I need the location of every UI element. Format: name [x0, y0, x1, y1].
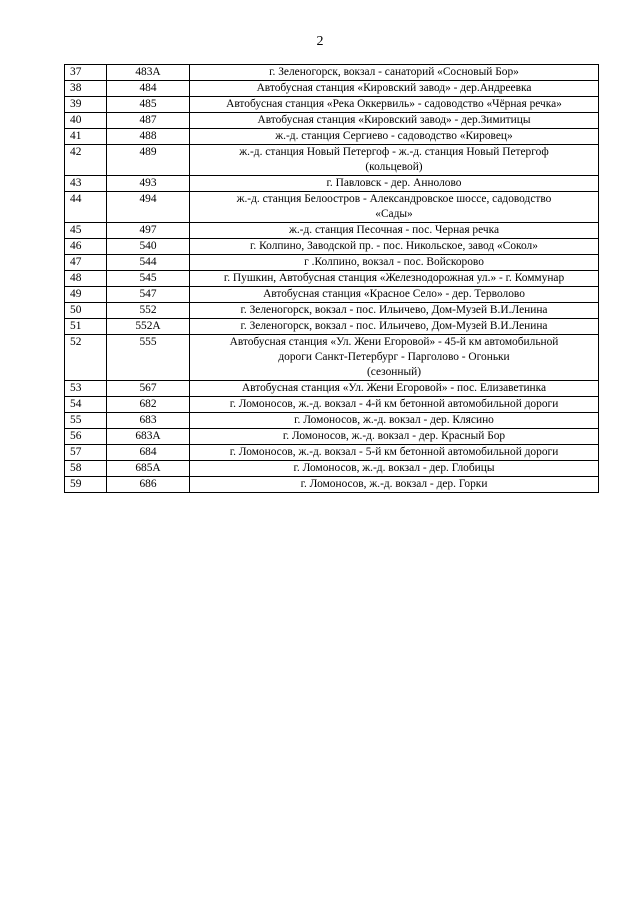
route-number-cell: 494 [107, 192, 190, 223]
route-path-cell [190, 255, 599, 271]
route-number-cell: 547 [107, 287, 190, 303]
table-row [65, 445, 599, 461]
route-path-cell [190, 335, 599, 381]
table-row [65, 223, 599, 239]
route-path-cell [190, 97, 599, 113]
row-number-cell: 54 [65, 397, 107, 413]
route-path-cell [190, 239, 599, 255]
route-path-cell [190, 445, 599, 461]
route-path-line: Автобусная станция «Ул. Жени Егоровой» - пос. Елизаветинка [241, 382, 547, 394]
route-path-cell [190, 223, 599, 239]
route-path-line: г. Колпино, Заводской пр. - пос. Никольское, завод «Сокол» [250, 240, 538, 252]
route-path-line: г. Ломоносов, ж.-д. вокзал - дер. Красный Бор [282, 430, 506, 442]
route-path-cell [190, 477, 599, 493]
route-path-line: г. Ломоносов, ж.-д. вокзал - дер. Глобицы [293, 462, 495, 474]
route-path-line: (кольцевой) [365, 161, 423, 173]
route-path-line: «Сады» [375, 208, 413, 220]
route-path-line: г. Зеленогорск, вокзал - пос. Ильичево, Дом-Музей В.И.Ленина [240, 304, 548, 316]
route-path-line: ж.-д. станция Белоостров - Александровское шоссе, садоводство [236, 193, 552, 205]
route-number-cell: 488 [107, 129, 190, 145]
route-path-line: ж.-д. станция Новый Петергоф - ж.-д. станция Новый Петергоф [239, 146, 549, 158]
route-path-cell [190, 287, 599, 303]
table-row [65, 287, 599, 303]
route-number-cell: 497 [107, 223, 190, 239]
route-path-cell [190, 192, 599, 223]
route-path-line: Автобусная станция «Красное Село» - дер. Терволово [263, 288, 525, 300]
table-row [65, 145, 599, 176]
route-number-cell: 489 [107, 145, 190, 176]
table-row [65, 303, 599, 319]
route-number-cell: 540 [107, 239, 190, 255]
route-path-line: г. Ломоносов, ж.-д. вокзал - 4-й км бетонной автомобильной дороги [229, 398, 559, 410]
route-path-cell [190, 129, 599, 145]
route-path-cell [190, 381, 599, 397]
row-number-cell: 40 [65, 113, 107, 129]
route-number-cell: 555 [107, 335, 190, 381]
row-number-cell: 39 [65, 97, 107, 113]
table-row [65, 81, 599, 97]
route-number-cell: 485 [107, 97, 190, 113]
route-path-line: г. Ломоносов, ж.-д. вокзал - 5-й км бетонной автомобильной дороги [229, 446, 559, 458]
table-row [65, 129, 599, 145]
table-row [65, 429, 599, 445]
route-path-cell [190, 65, 599, 81]
table-row [65, 335, 599, 381]
route-path-cell [190, 397, 599, 413]
row-number-cell: 41 [65, 129, 107, 145]
table-row [65, 239, 599, 255]
route-path-cell [190, 429, 599, 445]
route-number-cell: 484 [107, 81, 190, 97]
row-number-cell: 52 [65, 335, 107, 381]
route-number-cell: 683 [107, 413, 190, 429]
route-path-line: (сезонный) [366, 366, 422, 378]
row-number-cell: 57 [65, 445, 107, 461]
table-row [65, 477, 599, 493]
row-number-cell: 45 [65, 223, 107, 239]
route-path-cell [190, 461, 599, 477]
route-path-cell [190, 81, 599, 97]
route-path-cell [190, 113, 599, 129]
route-path-cell [190, 176, 599, 192]
table-row [65, 381, 599, 397]
table-row [65, 397, 599, 413]
route-path-line: г .Колпино, вокзал - пос. Войскорово [304, 256, 484, 268]
row-number-cell: 43 [65, 176, 107, 192]
table-row [65, 176, 599, 192]
route-number-cell: 552А [107, 319, 190, 335]
route-path-line: дороги Санкт-Петербург - Парголово - Огоньки [278, 351, 510, 363]
table-row [65, 192, 599, 223]
row-number-cell: 42 [65, 145, 107, 176]
route-path-line: Автобусная станция «Река Оккервиль» - садоводство «Чёрная речка» [226, 98, 562, 110]
route-path-line: Автобусная станция «Кировский завод» - дер.Андреевка [256, 82, 532, 94]
route-path-line: Автобусная станция «Ул. Жени Егоровой» - 45-й км автомобильной [229, 336, 559, 348]
row-number-cell: 47 [65, 255, 107, 271]
route-number-cell: 682 [107, 397, 190, 413]
row-number-cell: 59 [65, 477, 107, 493]
route-path-cell [190, 413, 599, 429]
table-row [65, 97, 599, 113]
table-row [65, 461, 599, 477]
route-number-cell: 483А [107, 65, 190, 81]
route-number-cell: 686 [107, 477, 190, 493]
route-path-line: г. Ломоносов, ж.-д. вокзал - дер. Клясино [294, 414, 494, 426]
row-number-cell: 55 [65, 413, 107, 429]
row-number-cell: 53 [65, 381, 107, 397]
row-number-cell: 49 [65, 287, 107, 303]
routes-table-body [65, 65, 599, 493]
row-number-cell: 48 [65, 271, 107, 287]
route-number-cell: 567 [107, 381, 190, 397]
route-path-line: ж.-д. станция Сергиево - садоводство «Кировец» [275, 130, 513, 142]
table-row [65, 113, 599, 129]
table-row [65, 255, 599, 271]
route-number-cell: 493 [107, 176, 190, 192]
row-number-cell: 46 [65, 239, 107, 255]
row-number-cell: 56 [65, 429, 107, 445]
route-number-cell: 684 [107, 445, 190, 461]
routes-table [64, 64, 599, 493]
page-number: 2 [316, 34, 324, 49]
route-path-line: г. Зеленогорск, вокзал - пос. Ильичево, Дом-Музей В.И.Ленина [240, 320, 548, 332]
table-row [65, 413, 599, 429]
route-path-cell [190, 319, 599, 335]
route-path-cell [190, 271, 599, 287]
route-path-line: г. Ломоносов, ж.-д. вокзал - дер. Горки [300, 478, 488, 490]
route-path-line: г. Пушкин, Автобусная станция «Железнодорожная ул.» - г. Коммунар [223, 272, 565, 284]
row-number-cell: 37 [65, 65, 107, 81]
route-path-cell [190, 303, 599, 319]
table-row [65, 319, 599, 335]
route-number-cell: 544 [107, 255, 190, 271]
route-path-cell [190, 145, 599, 176]
route-number-cell: 685А [107, 461, 190, 477]
route-number-cell: 487 [107, 113, 190, 129]
row-number-cell: 58 [65, 461, 107, 477]
route-number-cell: 545 [107, 271, 190, 287]
row-number-cell: 44 [65, 192, 107, 223]
table-row [65, 271, 599, 287]
table-row [65, 65, 599, 81]
route-path-line: г. Зеленогорск, вокзал - санаторий «Сосновый Бор» [269, 66, 519, 78]
row-number-cell: 38 [65, 81, 107, 97]
row-number-cell: 51 [65, 319, 107, 335]
route-number-cell: 552 [107, 303, 190, 319]
route-path-line: г. Павловск - дер. Аннолово [326, 177, 462, 189]
route-path-line: ж.-д. станция Песочная - пос. Черная речка [288, 224, 500, 236]
route-path-line: Автобусная станция «Кировский завод» - дер.Зимитицы [257, 114, 531, 126]
route-number-cell: 683А [107, 429, 190, 445]
row-number-cell: 50 [65, 303, 107, 319]
